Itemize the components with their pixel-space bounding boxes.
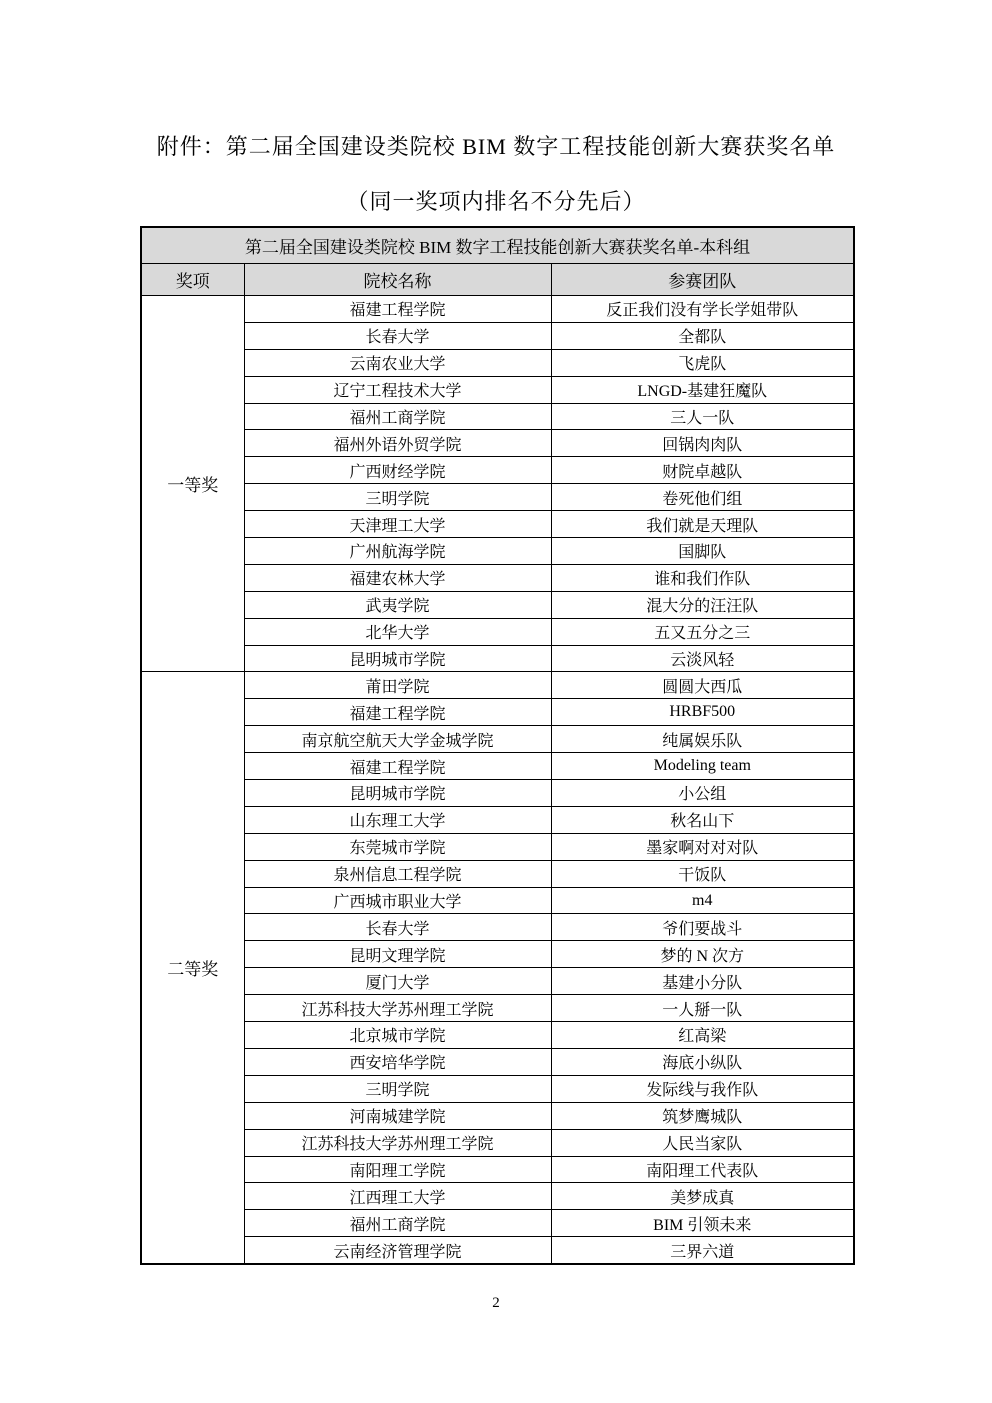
table-row — [141, 645, 854, 672]
school-cell: 福建工程学院 — [244, 699, 551, 726]
team-cell: 梦的 N 次方 — [551, 941, 854, 968]
awards-table — [140, 226, 855, 1265]
team-cell: 国脚队 — [551, 538, 854, 565]
table-row — [141, 780, 854, 807]
school-cell: 福建工程学院 — [244, 296, 551, 323]
table-row — [141, 1048, 854, 1075]
school-cell: 泉州信息工程学院 — [244, 860, 551, 887]
table-row — [141, 1183, 854, 1210]
school-cell: 天津理工大学 — [244, 511, 551, 538]
table-row — [141, 833, 854, 860]
team-cell: 人民当家队 — [551, 1129, 854, 1156]
table-row — [141, 591, 854, 618]
table-row — [141, 430, 854, 457]
school-cell: 福州工商学院 — [244, 1210, 551, 1237]
school-cell: 河南城建学院 — [244, 1102, 551, 1129]
table-row — [141, 296, 854, 323]
table-row — [141, 1210, 854, 1237]
team-cell: 筑梦鹰城队 — [551, 1102, 854, 1129]
team-cell: 发际线与我作队 — [551, 1075, 854, 1102]
school-cell: 昆明城市学院 — [244, 645, 551, 672]
school-cell: 三明学院 — [244, 484, 551, 511]
school-cell: 云南经济管理学院 — [244, 1237, 551, 1264]
team-cell: 圆圆大西瓜 — [551, 672, 854, 699]
school-cell: 福建工程学院 — [244, 753, 551, 780]
school-cell: 北京城市学院 — [244, 1022, 551, 1049]
school-cell: 江苏科技大学苏州理工学院 — [244, 1129, 551, 1156]
school-cell: 西安培华学院 — [244, 1048, 551, 1075]
table-row — [141, 618, 854, 645]
school-cell: 云南农业大学 — [244, 349, 551, 376]
team-cell: 墨家啊对对对队 — [551, 833, 854, 860]
school-cell: 莆田学院 — [244, 672, 551, 699]
team-cell: 秋名山下 — [551, 806, 854, 833]
column-header-team: 参赛团队 — [551, 264, 854, 296]
table-row — [141, 887, 854, 914]
table-row — [141, 860, 854, 887]
table-row — [141, 564, 854, 591]
team-cell: 回锅肉肉队 — [551, 430, 854, 457]
school-cell: 三明学院 — [244, 1075, 551, 1102]
school-cell: 昆明城市学院 — [244, 780, 551, 807]
school-cell: 广州航海学院 — [244, 538, 551, 565]
school-cell: 南京航空航天大学金城学院 — [244, 726, 551, 753]
table-row — [141, 1022, 854, 1049]
team-cell: 混大分的汪汪队 — [551, 591, 854, 618]
team-cell: 谁和我们作队 — [551, 564, 854, 591]
team-cell: 反正我们没有学长学姐带队 — [551, 296, 854, 323]
table-row — [141, 726, 854, 753]
attachment-subtitle: （同一奖项内排名不分先后） — [346, 189, 646, 214]
school-cell: 福州工商学院 — [244, 403, 551, 430]
team-cell: 南阳理工代表队 — [551, 1156, 854, 1183]
table-row — [141, 995, 854, 1022]
school-cell: 长春大学 — [244, 322, 551, 349]
table-row — [141, 403, 854, 430]
team-cell: 红高梁 — [551, 1022, 854, 1049]
school-cell: 东莞城市学院 — [244, 833, 551, 860]
column-header-school: 院校名称 — [244, 264, 551, 296]
school-cell: 江西理工大学 — [244, 1183, 551, 1210]
team-cell: 美梦成真 — [551, 1183, 854, 1210]
table-row — [141, 484, 854, 511]
team-cell: BIM 引领未来 — [551, 1210, 854, 1237]
table-row — [141, 538, 854, 565]
awards-table-body — [141, 296, 854, 1265]
team-cell: 海底小纵队 — [551, 1048, 854, 1075]
table-row — [141, 699, 854, 726]
team-cell: 纯属娱乐队 — [551, 726, 854, 753]
team-cell: 五又五分之三 — [551, 618, 854, 645]
table-caption-row — [141, 227, 854, 264]
table-row — [141, 349, 854, 376]
school-cell: 广西财经学院 — [244, 457, 551, 484]
team-cell: 基建小分队 — [551, 968, 854, 995]
page-number: 2 — [492, 1295, 500, 1311]
team-cell: 三人一队 — [551, 403, 854, 430]
table-row — [141, 322, 854, 349]
team-cell: 全都队 — [551, 322, 854, 349]
table-header-row — [141, 264, 854, 296]
school-cell: 武夷学院 — [244, 591, 551, 618]
team-cell: 卷死他们组 — [551, 484, 854, 511]
school-cell: 福州外语外贸学院 — [244, 430, 551, 457]
school-cell: 山东理工大学 — [244, 806, 551, 833]
table-row — [141, 753, 854, 780]
team-cell: 云淡风轻 — [551, 645, 854, 672]
team-cell: 财院卓越队 — [551, 457, 854, 484]
team-cell: 一人掰一队 — [551, 995, 854, 1022]
table-row — [141, 511, 854, 538]
table-row — [141, 941, 854, 968]
attachment-title: 附件：第二届全国建设类院校 BIM 数字工程技能创新大赛获奖名单 — [156, 134, 836, 159]
table-row — [141, 376, 854, 403]
team-cell: HRBF500 — [551, 699, 854, 726]
table-row — [141, 457, 854, 484]
team-cell: LNGD-基建狂魔队 — [551, 376, 854, 403]
school-cell: 昆明文理学院 — [244, 941, 551, 968]
award-group-cell: 一等奖 — [141, 296, 244, 672]
school-cell: 南阳理工学院 — [244, 1156, 551, 1183]
team-cell: 干饭队 — [551, 860, 854, 887]
team-cell: Modeling team — [551, 753, 854, 780]
school-cell: 广西城市职业大学 — [244, 887, 551, 914]
school-cell: 江苏科技大学苏州理工学院 — [244, 995, 551, 1022]
table-row — [141, 1156, 854, 1183]
team-cell: 飞虎队 — [551, 349, 854, 376]
table-row — [141, 806, 854, 833]
school-cell: 厦门大学 — [244, 968, 551, 995]
table-row — [141, 672, 854, 699]
school-cell: 辽宁工程技术大学 — [244, 376, 551, 403]
team-cell: 小公组 — [551, 780, 854, 807]
school-cell: 福建农林大学 — [244, 564, 551, 591]
team-cell: m4 — [551, 887, 854, 914]
awards-table-container — [140, 226, 855, 1265]
school-cell: 长春大学 — [244, 914, 551, 941]
team-cell: 爷们要战斗 — [551, 914, 854, 941]
table-row — [141, 1237, 854, 1264]
table-row — [141, 1102, 854, 1129]
column-header-award: 奖项 — [141, 264, 244, 296]
table-row — [141, 1075, 854, 1102]
table-row — [141, 914, 854, 941]
table-row — [141, 1129, 854, 1156]
team-cell: 三界六道 — [551, 1237, 854, 1264]
award-group-cell: 二等奖 — [141, 672, 244, 1264]
table-caption: 第二届全国建设类院校 BIM 数字工程技能创新大赛获奖名单-本科组 — [141, 227, 854, 264]
school-cell: 北华大学 — [244, 618, 551, 645]
team-cell: 我们就是天理队 — [551, 511, 854, 538]
table-row — [141, 968, 854, 995]
